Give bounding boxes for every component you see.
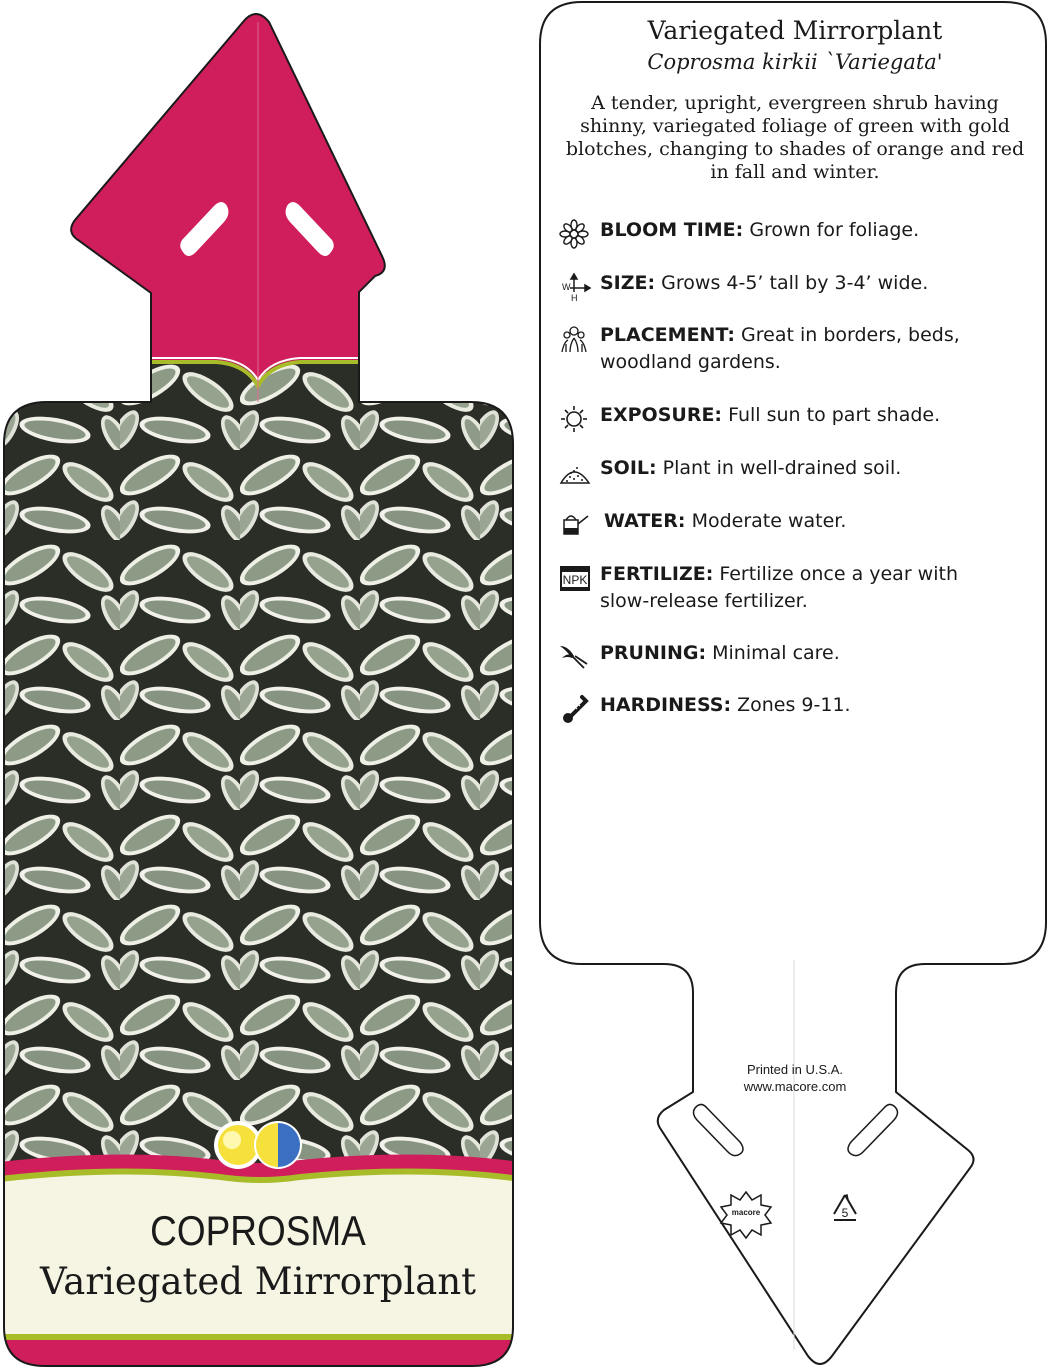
attr-label: PRUNING: (600, 642, 707, 664)
pruners-icon (558, 642, 592, 672)
plant-common-name: Variegated Mirrorplant (39, 1260, 477, 1303)
attr-value: Plant in well-drained soil. (662, 457, 902, 479)
size-h-label: H (571, 293, 578, 302)
attr-label: BLOOM TIME: (600, 219, 744, 241)
attr-label: PLACEMENT: (600, 324, 735, 346)
printed-in: Printed in U.S.A. (746, 1062, 844, 1077)
attr-label: EXPOSURE: (600, 404, 723, 426)
attr-label: WATER: (604, 510, 686, 532)
size-w-label: W (562, 282, 571, 292)
attr-value: Grows 4-5’ tall by 3-4’ wide. (661, 272, 929, 294)
recycle-number: 5 (841, 1206, 849, 1220)
attr-value: Minimal care. (712, 642, 840, 664)
watering-can-icon (558, 510, 592, 540)
macore-logo-text: macore (731, 1208, 761, 1217)
fertilizer-icon (558, 563, 592, 593)
attr-value-cont: woodland gardens. (600, 351, 781, 373)
attr-value: Moderate water. (691, 510, 847, 532)
flower-icon (558, 219, 592, 249)
attr-label: HARDINESS: (600, 694, 732, 716)
plants-icon (558, 324, 592, 354)
botanical-name: Coprosma kirkii `Variegata' (647, 50, 943, 74)
size-arrows-icon (558, 272, 592, 302)
attr-value: Full sun to part shade. (728, 404, 941, 426)
attr-value: Zones 9-11. (737, 694, 851, 716)
thermometer-icon (558, 694, 592, 724)
attr-value: Fertilize once a year with (719, 563, 958, 585)
soil-icon (558, 457, 592, 487)
back-title: Variegated Mirrorplant (647, 16, 943, 45)
attr-label: SOIL: (600, 457, 657, 479)
sun-icon (558, 404, 592, 434)
attr-label: FERTILIZE: (600, 563, 714, 585)
website-url: www.macore.com (743, 1079, 847, 1094)
npk-label: NPK (562, 573, 588, 587)
attr-value: Grown for foliage. (749, 219, 920, 241)
attr-value-cont: slow-release fertilizer. (600, 590, 808, 612)
plant-common-genus: COPROSMA (150, 1207, 366, 1254)
attr-label: SIZE: (600, 272, 656, 294)
plant-description: A tender, upright, evergreen shrub having shinny, variegated foliage of green with gold blotches, changing to shades of orange and red in fall and winter. (565, 92, 1025, 183)
attr-value: Great in borders, beds, (741, 324, 960, 346)
